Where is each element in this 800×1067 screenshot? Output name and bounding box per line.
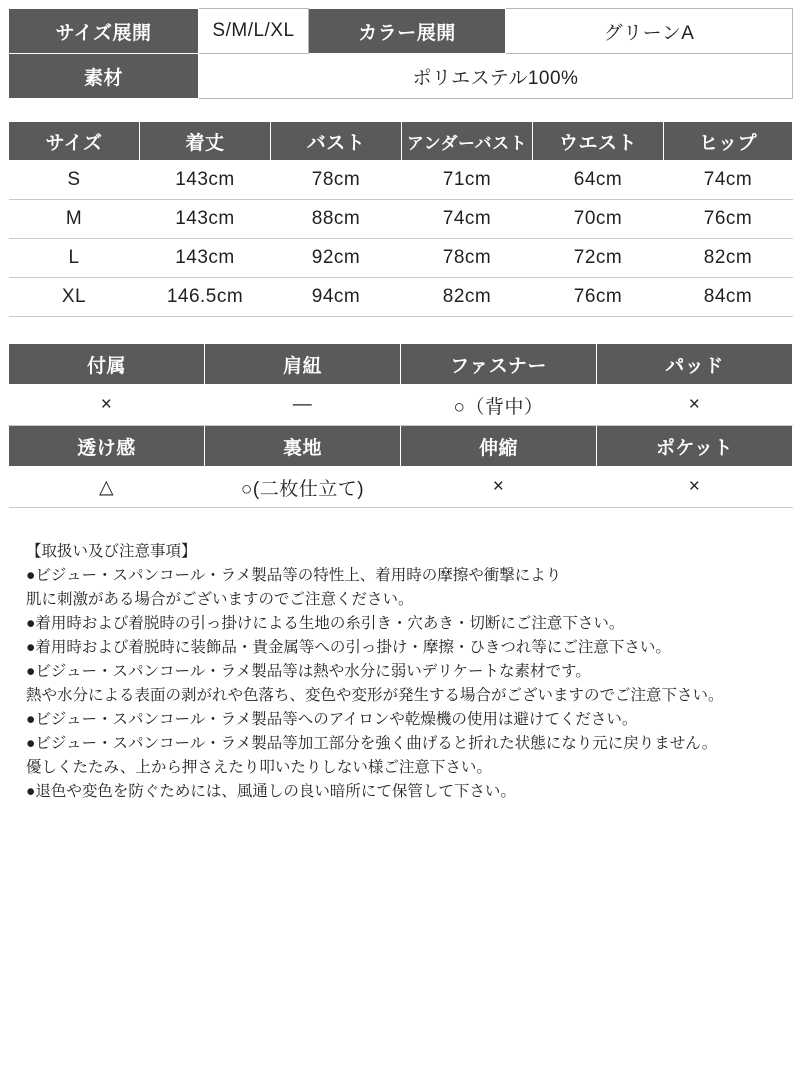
attr-value-lining: ○(二枚仕立て) xyxy=(205,467,401,508)
size-chart-cell: 84cm xyxy=(664,278,793,317)
attr-value-pocket: × xyxy=(597,467,793,508)
care-note-line: ●着用時および着脱時の引っ掛けによる生地の糸引き・穴あき・切断にご注意下さい。 xyxy=(26,615,625,633)
care-note-line: ●退色や変色を防ぐためには、風通しの良い暗所にて保管して下さい。 xyxy=(26,783,516,801)
attr-header-shoulder-strap: 肩紐 xyxy=(205,344,401,385)
size-chart-cell: L xyxy=(9,239,140,278)
care-note-line: 肌に刺激がある場合がございますのでご注意ください。 xyxy=(26,591,414,609)
size-chart-cell: 78cm xyxy=(402,239,533,278)
color-range-label: カラー展開 xyxy=(309,9,506,54)
table-row xyxy=(9,239,793,278)
size-chart-cell: 92cm xyxy=(271,239,402,278)
table-row xyxy=(9,200,793,239)
size-chart-cell: 64cm xyxy=(533,161,664,200)
size-chart-cell: 146.5cm xyxy=(140,278,271,317)
size-chart-col-0: サイズ xyxy=(9,122,140,161)
attr-header-lining: 裏地 xyxy=(205,426,401,467)
size-range-label: サイズ展開 xyxy=(9,9,199,54)
size-chart-cell: 82cm xyxy=(402,278,533,317)
table-row xyxy=(9,385,793,426)
size-chart-cell: 76cm xyxy=(664,200,793,239)
attr-header-pad: パッド xyxy=(597,344,793,385)
size-chart-col-5: ヒップ xyxy=(664,122,793,161)
size-chart-cell: 74cm xyxy=(664,161,793,200)
size-chart-cell: 74cm xyxy=(402,200,533,239)
size-chart-cell: 82cm xyxy=(664,239,793,278)
table-row xyxy=(9,467,793,508)
care-note-line: 優しくたたみ、上から押さえたり叩いたりしない様ご注意下さい。 xyxy=(26,759,492,777)
size-chart-cell: S xyxy=(9,161,140,200)
attr-value-sheerness: △ xyxy=(9,467,205,508)
attr-header-zipper: ファスナー xyxy=(401,344,597,385)
attr-header-pocket: ポケット xyxy=(597,426,793,467)
attr-value-pad: × xyxy=(597,385,793,426)
attributes-header-row xyxy=(9,426,793,467)
care-note-line: ●ビジュー・スパンコール・ラメ製品等の特性上、着用時の摩擦や衝撃により xyxy=(26,567,562,585)
size-chart-cell: 88cm xyxy=(271,200,402,239)
size-chart-cell: 143cm xyxy=(140,239,271,278)
attr-value-stretch: × xyxy=(401,467,597,508)
table-row xyxy=(9,161,793,200)
attr-header-stretch: 伸縮 xyxy=(401,426,597,467)
care-note-line: ●着用時および着脱時に装飾品・貴金属等への引っ掛け・摩擦・ひきつれ等にご注意下さい。 xyxy=(26,639,671,657)
table-row xyxy=(9,9,793,54)
size-chart-cell: 72cm xyxy=(533,239,664,278)
table-row xyxy=(9,278,793,317)
attributes-header-row xyxy=(9,344,793,385)
material-value: ポリエステル100% xyxy=(199,54,793,99)
spacer xyxy=(8,317,792,343)
size-chart-cell: 71cm xyxy=(402,161,533,200)
size-chart-col-3: アンダーバスト xyxy=(402,122,533,161)
size-chart-col-2: バスト xyxy=(271,122,402,161)
size-chart-cell: 76cm xyxy=(533,278,664,317)
attributes-table xyxy=(8,343,793,508)
attr-value-accessory: × xyxy=(9,385,205,426)
care-notes xyxy=(8,508,792,804)
attr-value-zipper: ○（背中） xyxy=(401,385,597,426)
size-chart-cell: 143cm xyxy=(140,200,271,239)
overview-table xyxy=(8,8,793,99)
care-notes-title: 【取扱い及び注意事項】 xyxy=(26,543,197,560)
size-chart-col-4: ウエスト xyxy=(533,122,664,161)
material-label: 素材 xyxy=(9,54,199,99)
care-note-line: ●ビジュー・スパンコール・ラメ製品等は熱や水分に弱いデリケートな素材です。 xyxy=(26,663,591,681)
size-chart-cell: 143cm xyxy=(140,161,271,200)
spacer xyxy=(8,99,792,121)
care-note-line: ●ビジュー・スパンコール・ラメ製品等へのアイロンや乾燥機の使用は避けてください。 xyxy=(26,711,638,729)
size-chart-cell: 70cm xyxy=(533,200,664,239)
size-chart-cell: 78cm xyxy=(271,161,402,200)
size-chart-header-row xyxy=(9,122,793,161)
size-chart-table xyxy=(8,121,793,317)
color-range-value: グリーンA xyxy=(506,9,793,54)
size-chart-col-1: 着丈 xyxy=(140,122,271,161)
size-chart-cell: 94cm xyxy=(271,278,402,317)
size-chart-cell: M xyxy=(9,200,140,239)
care-note-line: ●ビジュー・スパンコール・ラメ製品等加工部分を強く曲げると折れた状態になり元に戻りません。 xyxy=(26,735,718,753)
attr-header-accessory: 付属 xyxy=(9,344,205,385)
care-note-line: 熱や水分による表面の剥がれや色落ち、変色や変形が発生する場合がございますのでご注意下さい。 xyxy=(26,687,724,705)
size-chart-cell: XL xyxy=(9,278,140,317)
size-range-value: S/M/L/XL xyxy=(199,9,309,54)
table-row xyxy=(9,54,793,99)
attr-header-sheerness: 透け感 xyxy=(9,426,205,467)
attr-value-shoulder-strap: ― xyxy=(205,385,401,426)
